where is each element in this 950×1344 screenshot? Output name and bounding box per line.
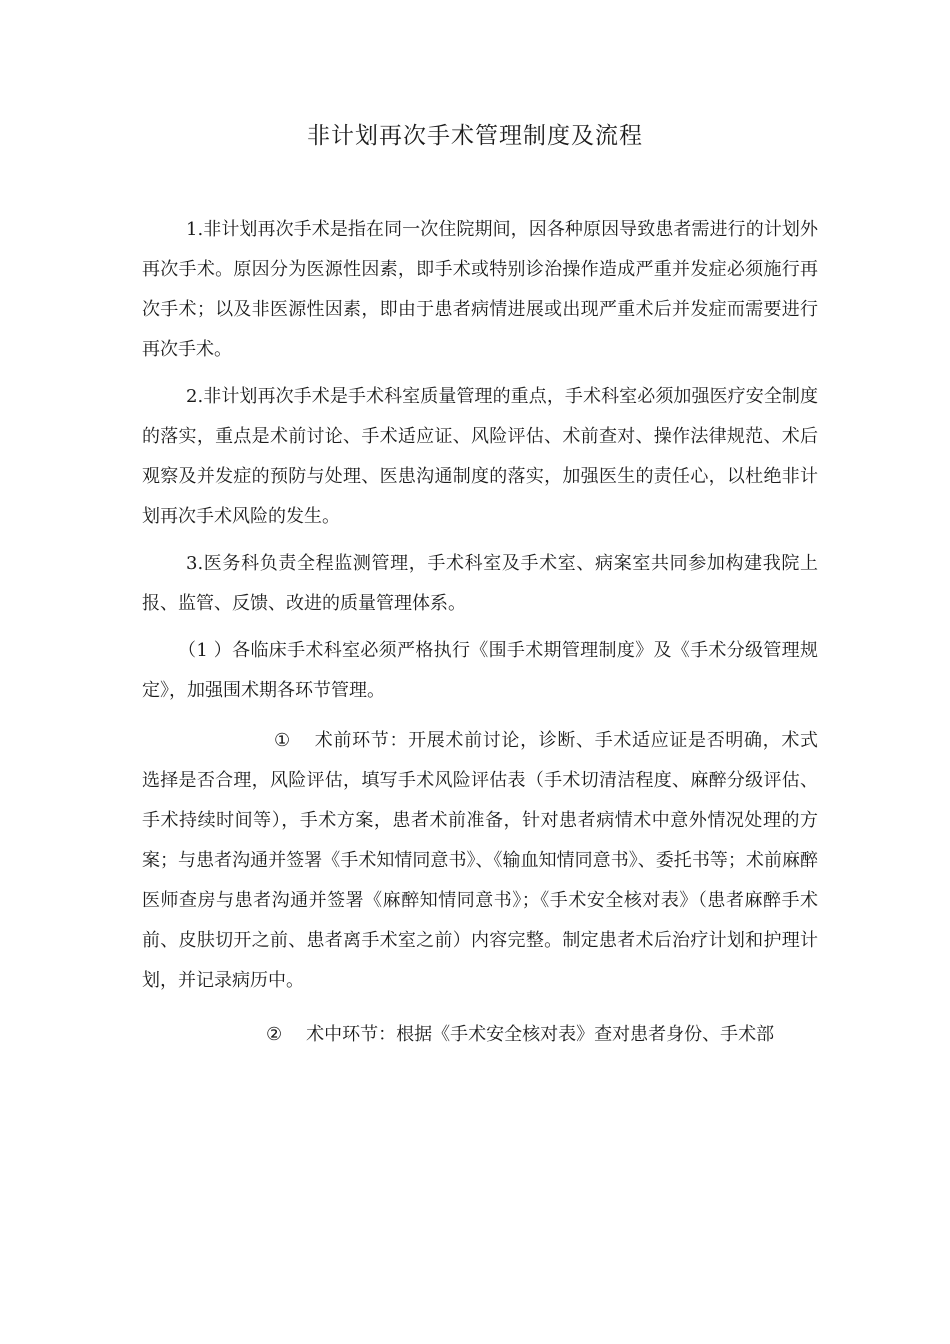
paragraph-1: 1.非计划再次手术是指在同一次住院期间，因各种原因导致患者需进行的计划外再次手术。原因分为医源性因素，即手术或特别诊治操作造成严重并发症必须施行再次手术；以及非医源性因素，即由于患者病情进展或出现严重术后并发症而需要进行再次手术。 xyxy=(142,219,818,360)
paragraph-5-text: 术前环节：开展术前讨论，诊断、手术适应证是否明确，术式选择是否合理，风险评估，填写手术风险评估表（手术切清洁程度、麻醉分级评估、手术持续时间等），手术方案，患者术前准备，针对患者病情术中意外情况处理的方案；与患者沟通并签署《手术知情同意书》、《输血知情同意书》、委托书等；术前麻醉医师查房与患者沟通并签署《麻醉知情同意书》；《手术安全核对表》（患者麻醉手术前、皮肤切开之前、患者离手术室之前）内容完整。制定患者术后治疗计划和护理计划，并记录病历中。 xyxy=(142,730,818,991)
paragraph-3: 3.医务科负责全程监测管理，手术科室及手术室、病案室共同参加构建我院上报、监管、反馈、改进的质量管理体系。 xyxy=(142,553,818,614)
paragraph-6-text: 术中环节：根据《手术安全核对表》查对患者身份、手术部 xyxy=(306,1024,775,1045)
paragraph-4: （1 ）各临床手术科室必须严格执行《围手术期管理制度》及《手术分级管理规定》，加强围术期各环节管理。 xyxy=(142,640,818,701)
paragraph-5 xyxy=(142,721,818,1001)
item-marker-1: ① xyxy=(274,730,291,751)
document-title: 非计划再次手术管理制度及流程 xyxy=(307,123,643,149)
paragraph-6 xyxy=(142,1015,818,1055)
document-body xyxy=(142,210,818,1055)
item-marker-2: ② xyxy=(266,1024,283,1045)
paragraph-2: 2.非计划再次手术是手术科室质量管理的重点，手术科室必须加强医疗安全制度的落实，重点是术前讨论、手术适应证、风险评估、术前查对、操作法律规范、术后观察及并发症的预防与处理、医患沟通制度的落实，加强医生的责任心，以杜绝非计划再次手术风险的发生。 xyxy=(142,386,818,527)
